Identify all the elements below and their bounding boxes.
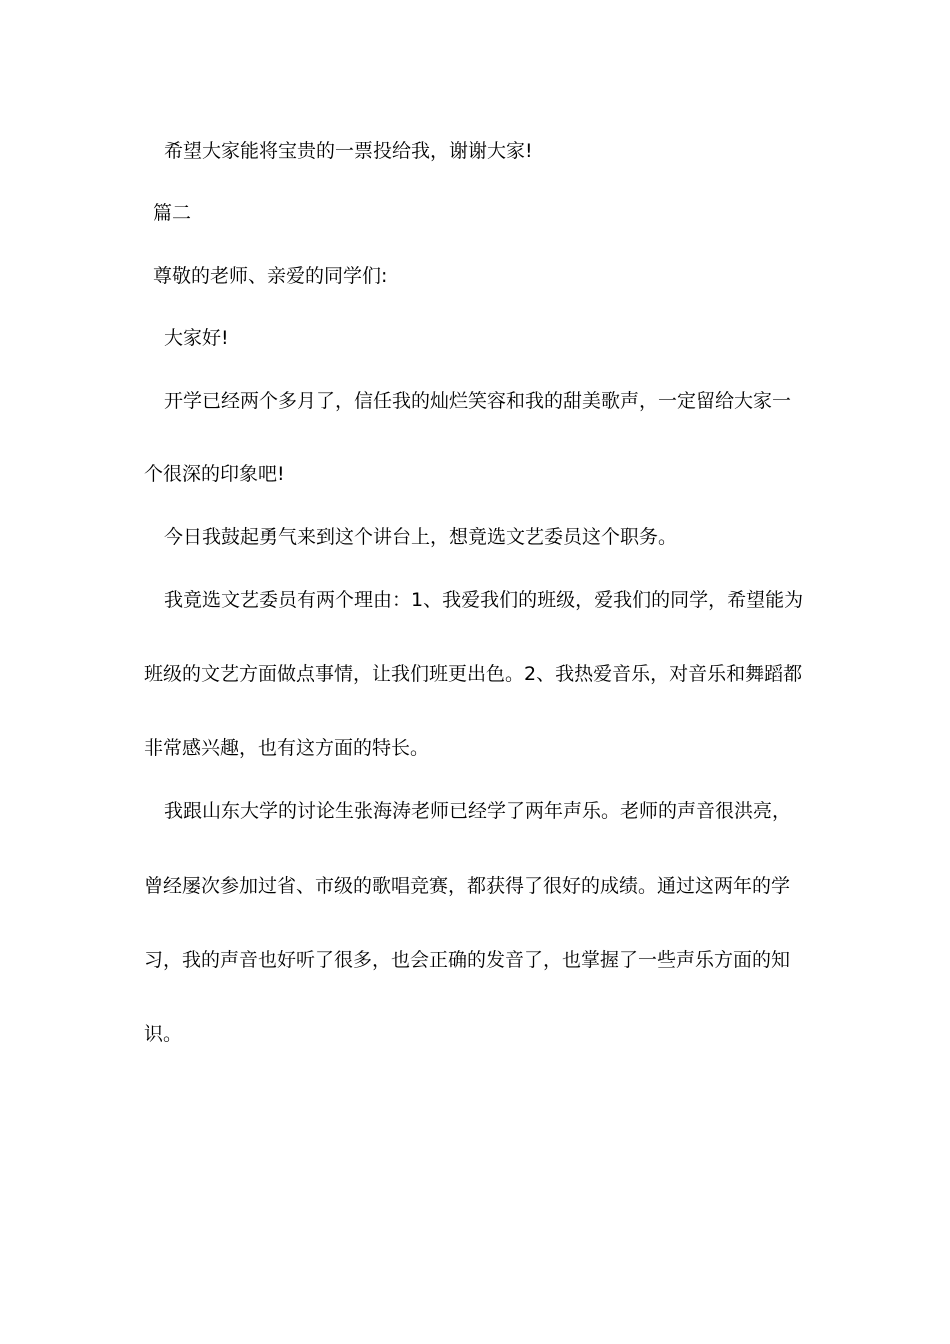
- paragraph-line: 个很深的印象吧!: [144, 463, 285, 485]
- paragraph-line: 习，我的声音也好听了很多，也会正确的发音了，也掌握了一些声乐方面的知: [144, 949, 791, 971]
- section-heading: 篇二: [153, 202, 192, 224]
- paragraph-line: 我跟山东大学的讨论生张海涛老师已经学了两年声乐。老师的声音很洪亮，: [164, 800, 792, 822]
- salutation: 尊敬的老师、亲爱的同学们:: [153, 265, 388, 287]
- paragraph-line: 我竟选文艺委员有两个理由：1、我爱我们的班级，爱我们的同学，希望能为: [164, 589, 804, 611]
- paragraph-line: 今日我鼓起勇气来到这个讲台上，想竟选文艺委员这个职务。: [164, 526, 678, 548]
- closing-sentence: 希望大家能将宝贵的一票投给我，谢谢大家!: [164, 140, 533, 162]
- paragraph-line: 非常感兴趣，也有这方面的特长。: [144, 737, 430, 759]
- paragraph-line: 曾经屡次参加过省、市级的歌唱竞赛，都获得了很好的成绩。通过这两年的学: [144, 875, 791, 897]
- paragraph-line: 识。: [144, 1023, 183, 1045]
- paragraph-line: 开学已经两个多月了，信任我的灿烂笑容和我的甜美歌声，一定留给大家一: [164, 390, 792, 412]
- paragraph-line: 班级的文艺方面做点事情，让我们班更出色。2、我热爱音乐，对音乐和舞蹈都: [144, 663, 803, 685]
- greeting: 大家好!: [164, 327, 229, 349]
